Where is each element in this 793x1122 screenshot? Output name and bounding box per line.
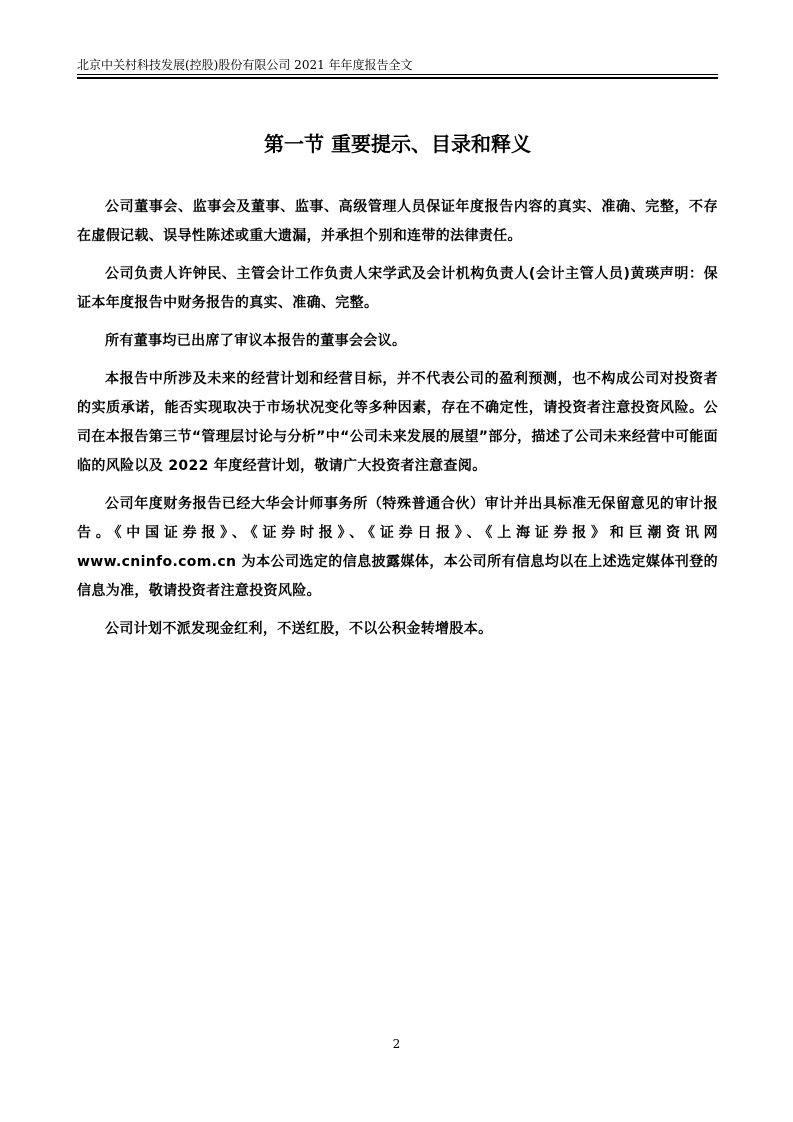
paragraph-responsible-persons: 公司负责人许钟民、主管会计工作负责人宋学武及会计机构负责人(会计主管人员)黄瑛声明：保证本年度报告中财务报告的真实、准确、完整。 (77, 266, 718, 311)
paragraph-board-guarantee: 公司董事会、监事会及董事、监事、高级管理人员保证年度报告内容的真实、准确、完整，不存在虚假记载、误导性陈述或重大遗漏，并承担个别和连带的法律责任。 (77, 199, 718, 244)
paragraph-forward-looking: 本报告中所涉及未来的经营计划和经营目标，并不代表公司的盈利预测，也不构成公司对投资者的实质承诺，能否实现取决于市场状况变化等多种因素，存在不确定性，请投资者注意投资风险。公司在本报告第三节“管理层讨论与分析”中“公司未来发展的展望”部分，描述了公司未来经营中可能面临的风险以及 2022 年度经营计划，敬请广大投资者注意查阅。 (77, 371, 718, 474)
header-rule-thick (77, 77, 718, 79)
paragraph-audit-media: 公司年度财务报告已经大华会计师事务所（特殊普通合伙）审计并出具标准无保留意见的审计报告。《中国证券报》、《证券时报》、《证券日报》、《上海证券报》和巨潮资讯网 www.cninfo.com.cn 为本公司选定的信息披露媒体，本公司所有信息均以在上述选定媒体刊登的信息为准，敬请投资者注意投资风险。 (77, 496, 718, 599)
document-body (77, 193, 718, 653)
document-header: 北京中关村科技发展(控股)股份有限公司 2021 年年度报告全文 (77, 58, 413, 72)
header-rule-thin (77, 74, 718, 75)
section-title: 第一节 重要提示、目录和释义 (264, 132, 531, 156)
paragraph-directors-attendance: 所有董事均已出席了审议本报告的董事会会议。 (105, 333, 407, 349)
page-number: 2 (392, 1037, 401, 1051)
paragraph-dividend-plan: 公司计划不派发现金红利，不送红股，不以公积金转增股本。 (105, 621, 493, 637)
